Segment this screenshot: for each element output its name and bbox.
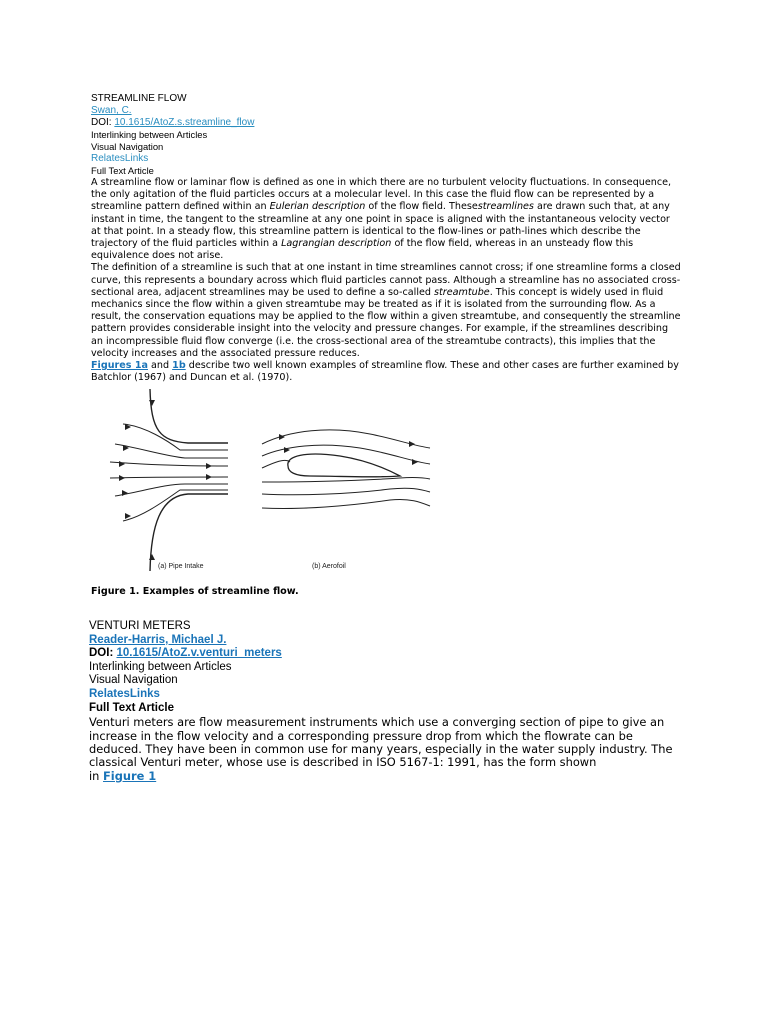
aerofoil-arrows <box>279 434 418 465</box>
aerofoil-label: (b) Aerofoil <box>312 563 346 570</box>
full-text-label: Full Text Article <box>91 165 154 176</box>
italic-term: streamtube <box>434 286 490 298</box>
italic-term: streamlines <box>477 201 534 213</box>
paragraph-2 <box>91 262 681 360</box>
streamline-figure <box>100 386 440 576</box>
pipe-intake-diagram <box>110 389 228 571</box>
pipe-arrows <box>119 400 212 560</box>
figure-caption: Figure 1. Examples of streamline flow. <box>91 586 299 597</box>
article-streamline-flow <box>91 93 681 384</box>
paragraph-text: . This concept is widely used in fluid mechanics since the flow within a given streamtube may be treated as if it is isolated from the surrounding flow. As a result, the conservation equations may be applied to the flow within a given streamtube, and consequently the streamline pattern provides considerable insight into the velocity and pressure changes. For example, if the streamlines describing an incompressible fluid flow converge (i.e. the cross-sectional area of the streamtube contracts), this implies that the velocity increases and the associated pressure reduces. <box>91 286 681 359</box>
interlinking2-text: Interlinking between Articles <box>89 660 232 673</box>
article2-header <box>89 620 679 715</box>
in-text: in <box>89 768 104 783</box>
full-text2-label: Full Text Article <box>89 701 174 714</box>
article-venturi-meters <box>89 620 679 783</box>
paragraph-text: A streamline flow or laminar flow is defined as one in which there are no turbulent velocity fluctuations. In consequence, the only agitation of the fluid particles occurs at a molecular level. In this case the fluid flow can be represented by a streamline pattern defined within an <box>91 177 672 213</box>
paragraph-3-text: describe two well known examples of streamline flow. These and other cases are further examined by Batchlor (1967) and Duncan et al. (1970). <box>91 360 679 384</box>
and-text: and <box>147 360 173 372</box>
paragraph-text: of the flow field. These <box>365 201 478 213</box>
paragraph-1 <box>91 177 681 262</box>
visual-navigation-text: Visual Navigation <box>91 141 164 152</box>
doi2-link[interactable]: 10.1615/AtoZ.v.venturi_meters <box>116 647 282 660</box>
article-body <box>91 177 681 384</box>
doi2-line <box>89 647 679 661</box>
author-link[interactable]: Swan, C. <box>91 105 132 116</box>
paragraph-text: of the flow field, whereas in an unsteady flow this equivalence does not arise. <box>91 238 634 262</box>
aerofoil-diagram <box>262 430 430 509</box>
doi2-label: DOI: <box>89 647 117 660</box>
paragraph-text: The definition of a streamline is such that at one instant in time streamlines cannot cross; if one streamline forms a closed curve, this represents a boundary across which fluid particles cannot pass. Although a streamline has no associated cross-sectional area, adjacent streamlines may be used to define a so-called <box>91 262 681 298</box>
article2-body-text: Venturi meters are flow measurement instruments which use a converging section of pipe to give an increase in the flow velocity and a corresponding pressure drop from which the flowrate can be deduced. They have been in common use for many years, especially in the water supply industry. The classical Venturi meter, whose use is described in ISO 5167-1: 1991, has the form shown <box>89 715 673 770</box>
doi-label: DOI: <box>91 117 115 128</box>
paragraph-3 <box>91 360 681 384</box>
figure-1a-link[interactable]: Figures 1a <box>91 360 148 372</box>
article-header <box>91 93 681 177</box>
interlinking-text: Interlinking between Articles <box>91 129 208 140</box>
doi-link[interactable]: 10.1615/AtoZ.s.streamline_flow <box>114 117 255 128</box>
relates-links-2[interactable]: RelatesLinks <box>89 687 160 700</box>
article-title: STREAMLINE FLOW <box>91 93 187 104</box>
visual-navigation2-text: Visual Navigation <box>89 674 178 687</box>
article2-body <box>89 716 679 783</box>
italic-term: Eulerian description <box>269 201 366 213</box>
figure-1b-link[interactable]: 1b <box>172 360 186 372</box>
figure-1-link[interactable]: Figure 1 <box>103 768 157 783</box>
paragraph-text: are drawn such that, at any instant in time, the tangent to the streamline at any one point in space is aligned with the instantaneous velocity vector at that point. In a steady flow, this streamline pattern is identical to the flow-lines or path-lines which describe the trajectory of the fluid particles within a <box>91 201 670 250</box>
italic-term: Lagrangian description <box>281 238 392 250</box>
relates-links[interactable]: RelatesLinks <box>91 153 149 164</box>
author2-link[interactable]: Reader-Harris, Michael J. <box>89 633 227 646</box>
article2-title: VENTURI METERS <box>89 620 191 632</box>
doi-line <box>91 117 681 129</box>
pipe-intake-label: (a) Pipe Intake <box>158 563 204 570</box>
